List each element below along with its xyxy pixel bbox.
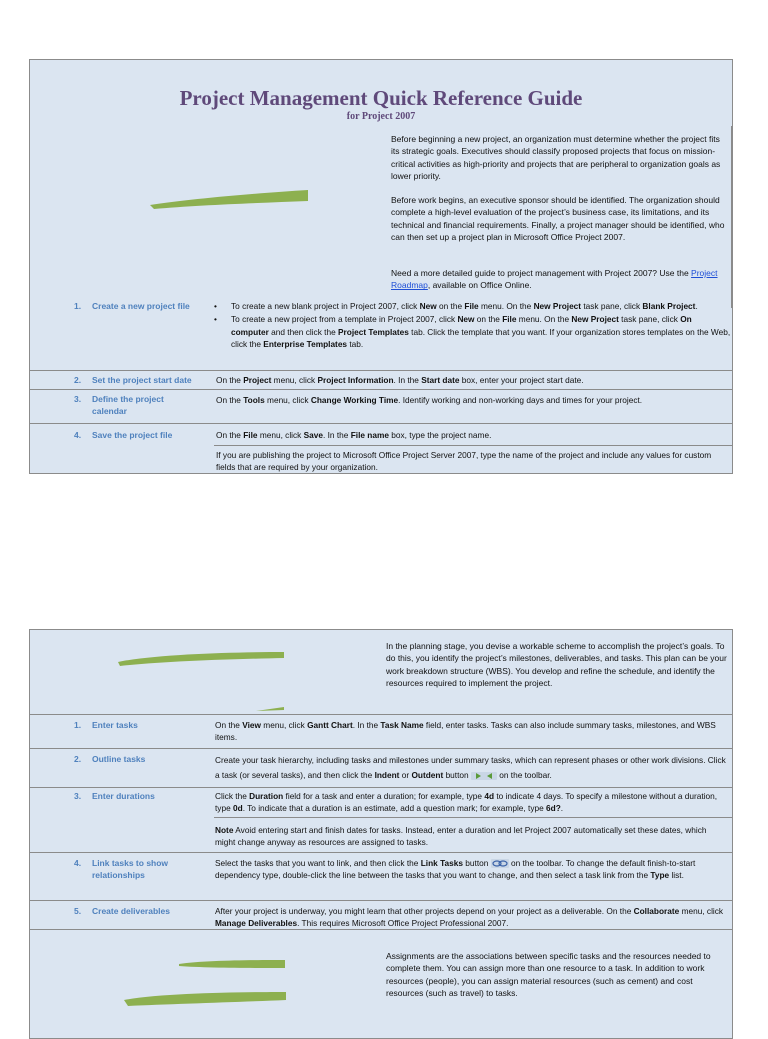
text-segment: list. <box>669 870 684 881</box>
step-enter-tasks <box>74 719 224 731</box>
ui-term: New <box>457 314 475 325</box>
text-segment: After your project is underway, you might learn that other projects depend on your project as a deliverable. On the <box>215 906 634 916</box>
green-swoosh-graphic <box>256 706 286 712</box>
text-segment: field, enter tasks. Tasks can also include summary tasks, milestones, and WBS items. <box>215 720 716 743</box>
bullet-blank-project <box>211 300 731 312</box>
divider <box>214 445 732 446</box>
ui-term: New Project <box>571 314 619 325</box>
text-segment: . To indicate that a duration is an estimate, add a question mark; for example, type <box>242 803 547 814</box>
enter-tasks-description <box>215 719 727 744</box>
ui-term: Project Templates <box>338 326 409 337</box>
step-create-deliverables <box>74 905 224 917</box>
text-segment: Select the tasks that you want to link, and then click the <box>215 858 421 868</box>
rich-text <box>215 906 723 928</box>
ui-term: Indent <box>374 770 400 780</box>
section-planning <box>29 629 733 931</box>
planning-intro: In the planning stage, you devise a workable scheme to accomplish the project’s goals. To do this, you identify the project’s milestones, deliverables, and tasks. This plan can be your work breakdown structure (WBS). You develop and refine the schedule, and identify the resources required to implement the project. <box>386 641 727 688</box>
step-label: Create deliverables <box>92 906 170 916</box>
ui-term: Tools <box>243 395 265 405</box>
step-enter-durations <box>74 790 224 802</box>
step-number: 1. <box>74 720 82 730</box>
text-segment: task pane, click <box>581 301 643 311</box>
text-segment: box, enter your project start date. <box>459 375 584 385</box>
divider <box>30 370 732 371</box>
text-segment: . <box>560 803 564 814</box>
text-segment: tab. Click the template that you want. If your organization stores templates on the Web, click the <box>231 326 731 349</box>
ui-term: Manage Deliverables <box>215 918 298 929</box>
ui-term: Outdent <box>411 770 444 780</box>
ui-term: Start date <box>421 375 460 385</box>
ui-term: 0d <box>233 803 243 814</box>
text-segment: Create your task hierarchy, including tasks and milestones under summary tasks, which can represent phases or other work divisions. Click a task (or several tasks), and then click the <box>215 755 726 780</box>
step-number: 3. <box>74 394 82 404</box>
ui-term: Duration <box>249 791 284 801</box>
ui-term: Save <box>303 430 324 440</box>
green-swoosh-graphic <box>122 990 288 1010</box>
durations-note <box>215 824 727 849</box>
text-segment: task pane, click <box>618 314 681 325</box>
text-segment: menu, click <box>257 430 304 440</box>
step-save-project-file <box>74 429 224 441</box>
ui-term: Collaborate <box>633 906 680 916</box>
step-label: Set the project start date <box>92 375 192 385</box>
step-number: 3. <box>74 791 82 801</box>
rich-text <box>215 858 488 868</box>
text-segment: on the toolbar. To change the default finish-to-start dependency type, double-click the line between the tasks that you want to change, and then select a task link from the <box>215 858 696 881</box>
section-assignments <box>29 929 733 1039</box>
rich-text <box>215 720 716 742</box>
step-set-start-date <box>74 374 224 386</box>
divider <box>214 817 732 818</box>
page-subtitle: for Project 2007 <box>346 111 416 122</box>
step-label: Enter durations <box>92 791 155 801</box>
step-outline-tasks <box>74 753 224 765</box>
note-label: Note <box>215 825 234 835</box>
intro-paragraph-1: Before beginning a new project, an organization must determine whether the project fits its strategic goals. Executives should classify proposed projects that focus on mission-critical activities as high-priority and projects that are peripheral to organization goals as lower priority. <box>391 134 721 181</box>
set-start-date-description <box>216 374 726 386</box>
text-segment: Click the <box>215 791 250 801</box>
step-label: Save the project file <box>92 430 173 440</box>
step-label: Link tasks to show relationships <box>92 858 169 880</box>
green-swoosh-graphic <box>148 189 310 211</box>
ui-term: File <box>502 314 517 325</box>
ui-term: Enterprise Templates <box>263 338 348 349</box>
step-number: 4. <box>74 858 82 868</box>
step-number: 1. <box>74 301 82 311</box>
text-segment: . In the <box>393 375 422 385</box>
link-tasks-description <box>215 857 727 882</box>
text-segment: . <box>695 301 698 311</box>
ui-term: Project Information <box>317 375 394 385</box>
intro-text-tail: , available on Office Online. <box>427 280 532 291</box>
intro-text: Need a more detailed guide to project management with Project 2007? Use the <box>391 268 692 278</box>
text-segment: . In the <box>323 430 351 440</box>
text-segment: menu, click <box>679 906 724 916</box>
ui-term: Link Tasks <box>420 858 463 868</box>
ui-term: View <box>242 720 261 730</box>
ui-term: Change Working Time <box>310 395 399 405</box>
text-segment: menu. On the <box>478 301 534 311</box>
text-segment: To create a new project from a template in Project 2007, click <box>231 314 458 325</box>
text-segment: field for a task and enter a duration; for example, type <box>283 791 485 801</box>
text-segment: box, type the project name. <box>388 430 492 440</box>
indent-outdent-icon[interactable] <box>471 771 497 781</box>
enter-durations-description <box>215 790 727 815</box>
ui-term: Task Name <box>380 720 424 730</box>
assignments-intro: Assignments are the associations between specific tasks and the resources needed to complete them. You can assign more than one resource to a task. In addition to work resources (people), you can assign material resources (such as cement) and cost resources (such as travel) to tasks. <box>386 951 711 998</box>
save-file-server-note: If you are publishing the project to Microsoft Office Project Server 2007, type the name of the project and include any values for custom fields that are required by your organization. <box>216 450 712 473</box>
step-number: 2. <box>74 754 82 764</box>
ui-term: File <box>464 301 479 311</box>
ui-term: New <box>419 301 437 311</box>
text-segment: on the <box>474 314 503 325</box>
text-segment: menu, click <box>260 720 308 730</box>
text-segment: or <box>399 770 412 780</box>
text-segment: On the <box>216 430 244 440</box>
step-number: 2. <box>74 375 82 385</box>
ui-term: New Project <box>533 301 582 311</box>
text-segment: . This requires Microsoft Office Project Professional 2007. <box>297 918 509 929</box>
step-define-calendar <box>74 393 204 417</box>
create-project-bullets <box>211 300 731 351</box>
text-segment: menu. On the <box>516 314 572 325</box>
divider <box>30 852 732 853</box>
create-deliverables-description <box>215 905 727 930</box>
rich-text <box>231 301 698 311</box>
text-segment: menu, click <box>271 375 318 385</box>
ui-term: Blank Project <box>642 301 696 311</box>
text-segment: . Identify working and non-working days and times for your project. <box>398 395 643 405</box>
intro-paragraph-2: Before work begins, an executive sponsor should be identified. The organization should complete a high-level evaluation of the project’s business case, its limitations, and its technical and financial requirements. Finally, a project manager should be identified, who can then set up a project plan in Microsoft Office Project 2007. <box>391 195 725 242</box>
bullet-dot: • <box>214 301 217 311</box>
step-label: Enter tasks <box>92 720 138 730</box>
ui-term: Project <box>243 375 272 385</box>
text-segment: On the <box>216 395 244 405</box>
divider <box>731 126 732 308</box>
text-segment: On the <box>215 720 243 730</box>
text-segment: button <box>443 770 469 780</box>
text-segment: to indicate 4 days. To specify a milestone without a duration, type <box>215 791 718 814</box>
green-swoosh-graphic <box>175 958 287 972</box>
step-number: 5. <box>74 906 82 916</box>
ui-term: 6d? <box>546 803 561 814</box>
step-label: Outline tasks <box>92 754 146 764</box>
green-swoosh-graphic <box>116 650 286 668</box>
ui-term: 4d <box>484 791 495 801</box>
ui-term: Gantt Chart <box>307 720 353 730</box>
text-segment: and then click the <box>268 326 338 337</box>
step-label: Define the project calendar <box>92 394 164 416</box>
page-title: Project Management Quick Reference Guide <box>179 86 583 110</box>
define-calendar-description <box>216 394 726 406</box>
section-getting-started <box>29 59 733 474</box>
step-create-project-file <box>74 300 224 312</box>
step-link-tasks <box>74 857 204 881</box>
step-label: Create a new project file <box>92 301 190 311</box>
text-segment: On the <box>216 375 244 385</box>
divider <box>30 389 732 390</box>
text-segment: button <box>462 858 489 868</box>
rich-text <box>216 395 642 405</box>
text-segment: on the <box>436 301 465 311</box>
rich-text <box>215 791 717 813</box>
bullet-template-project <box>211 313 731 350</box>
link-tasks-icon[interactable] <box>491 859 509 868</box>
outline-tasks-description <box>215 753 727 783</box>
step-number: 4. <box>74 430 82 440</box>
rich-text <box>216 375 584 385</box>
note-text: Avoid entering start and finish dates for tasks. Instead, enter a duration and let Project 2007 automatically set these dates, which might change anyway as resources are assigned to tasks. <box>215 825 707 848</box>
outline-tasks-tail: on the toolbar. <box>496 770 552 780</box>
divider <box>30 423 732 424</box>
ui-term: Type <box>650 870 670 881</box>
text-segment: tab. <box>347 338 364 349</box>
ui-term: File <box>243 430 258 440</box>
ui-term: File name <box>350 430 389 440</box>
text-segment: menu, click <box>264 395 311 405</box>
intro-paragraph-3 <box>391 267 727 292</box>
bullet-dot: • <box>214 314 217 325</box>
text-segment: . In the <box>352 720 381 730</box>
text-segment: To create a new blank project in Project 2007, click <box>231 301 420 311</box>
divider <box>30 787 732 788</box>
rich-text <box>231 314 730 349</box>
save-file-description <box>216 429 726 441</box>
divider <box>30 748 732 749</box>
divider <box>30 714 732 715</box>
project-roadmap-link[interactable]: Project Roadmap <box>391 268 718 291</box>
ui-term: On computer <box>231 314 692 337</box>
divider <box>30 900 732 901</box>
rich-text <box>216 430 491 440</box>
